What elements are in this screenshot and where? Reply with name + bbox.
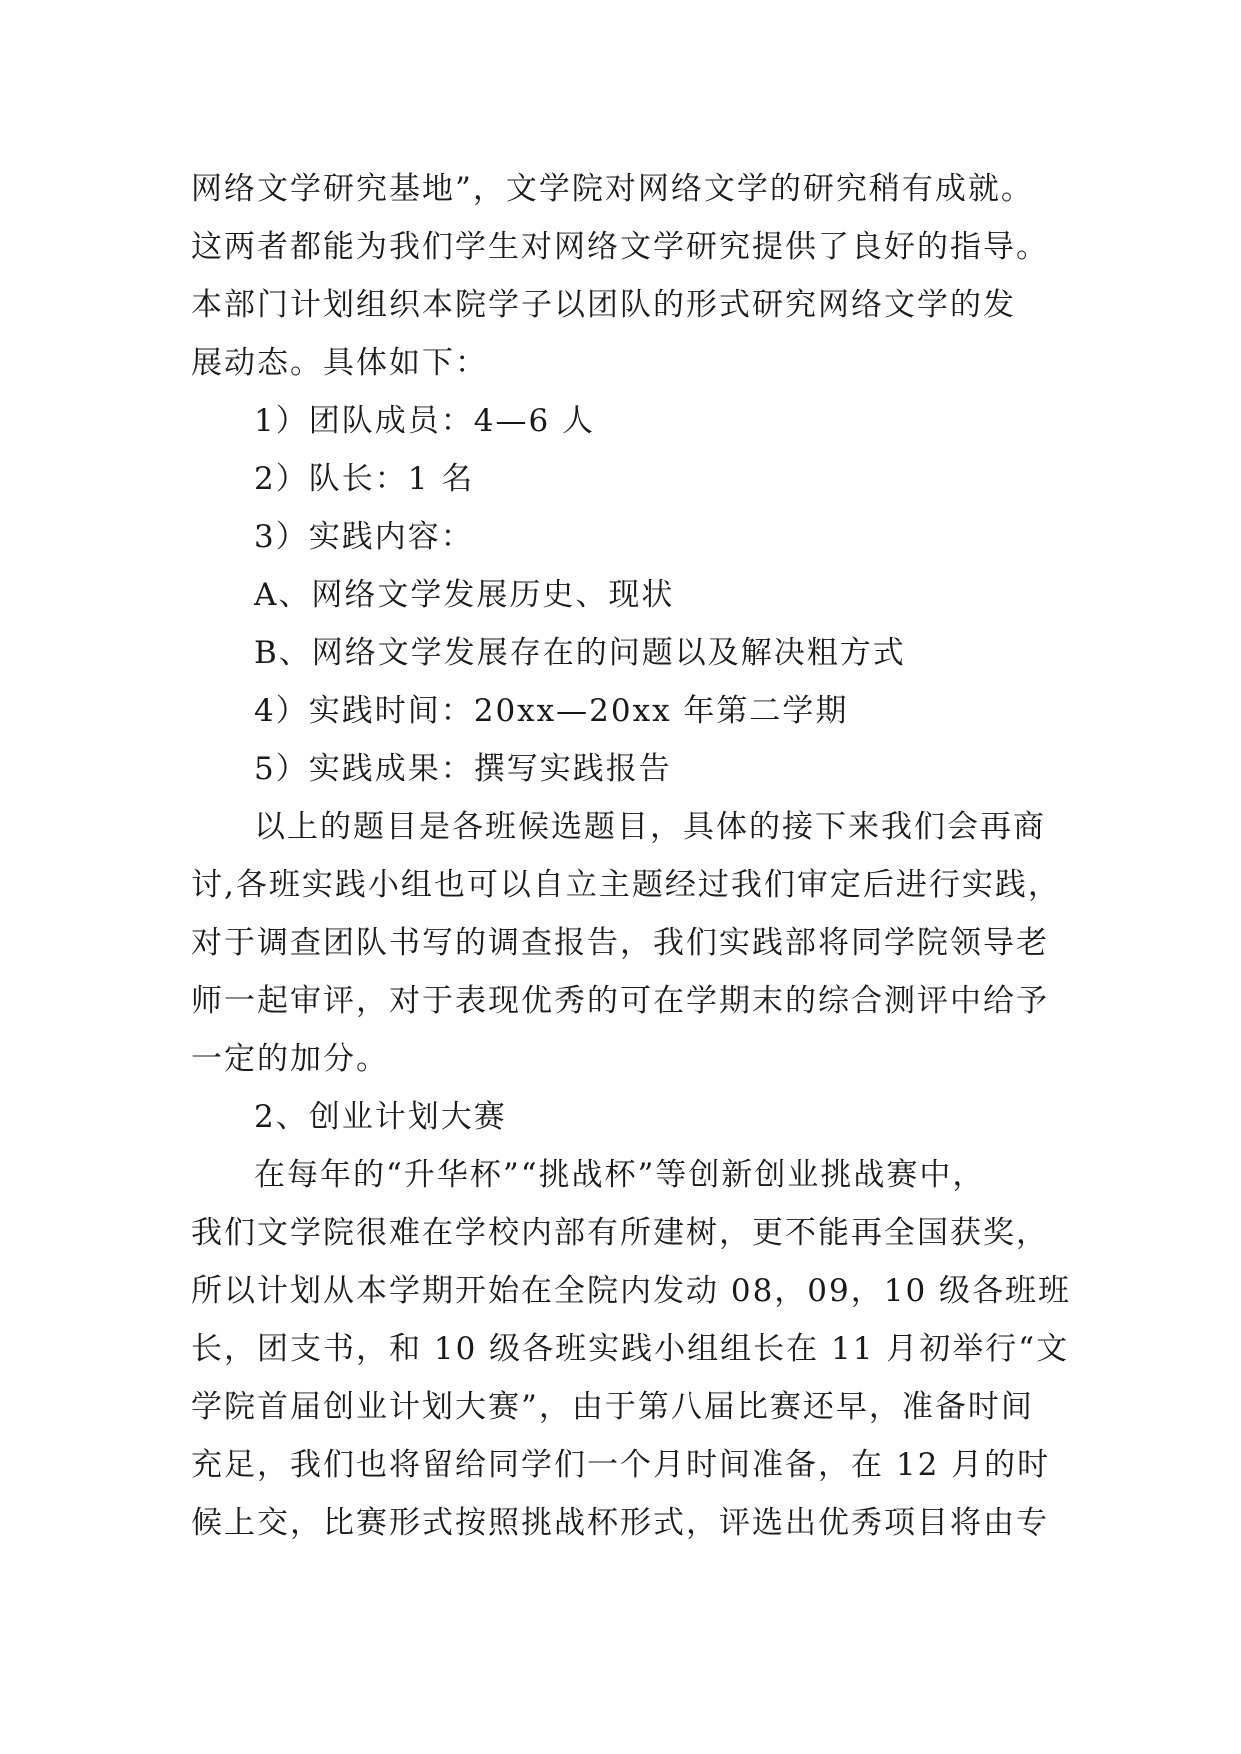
list-item: 4）实践时间：20xx—20xx 年第二学期: [254, 693, 849, 729]
text-line: 师一起审评，对于表现优秀的可在学期末的综合测评中给予: [191, 983, 1049, 1019]
text-line: 充足，我们也将留给同学们一个月时间准备，在 12 月的时: [191, 1447, 1051, 1483]
text-line: 对于调查团队书写的调查报告，我们实践部将同学院领导老: [191, 925, 1049, 961]
body-text: [191, 160, 1072, 1552]
text-line: 学院首届创业计划大赛”，由于第八届比赛还早，准备时间: [191, 1389, 1034, 1425]
text-line: 一定的加分。: [191, 1041, 389, 1077]
text-line: 讨,各班实践小组也可以自立主题经过我们审定后进行实践，: [191, 867, 1061, 903]
list-item: 2）队长：1 名: [254, 461, 475, 497]
text-line: 长，团支书，和 10 级各班实践小组组长在 11 月初举行“文: [191, 1331, 1070, 1367]
text-line: 展动态。具体如下：: [191, 345, 488, 381]
text-line: 所以计划从本学期开始在全院内发动 08，09，10 级各班班: [191, 1273, 1072, 1309]
text-line: 这两者都能为我们学生对网络文学研究提供了良好的指导。: [191, 229, 1049, 265]
text-line: 本部门计划组织本院学子以团队的形式研究网络文学的发: [191, 287, 1016, 323]
list-item: B、网络文学发展存在的问题以及解决粗方式: [254, 635, 906, 671]
paragraph-start: 以上的题目是各班候选题目，具体的接下来我们会再商: [254, 809, 1046, 845]
list-item: 5）实践成果：撰写实践报告: [254, 751, 672, 787]
text-line: 我们文学院很难在学校内部有所建树，更不能再全国获奖，: [191, 1215, 1049, 1251]
list-item: 3）实践内容：: [254, 519, 474, 555]
paragraph-start: 在每年的“升华杯”“挑战杯”等创新创业挑战赛中，: [254, 1157, 986, 1193]
text-line: 候上交，比赛形式按照挑战杯形式，评选出优秀项目将由专: [191, 1505, 1049, 1541]
list-item: A、网络文学发展历史、现状: [254, 577, 675, 613]
text-line: 网络文学研究基地”，文学院对网络文学的研究稍有成就。: [191, 171, 1034, 207]
list-item: 1）团队成员：4—6 人: [254, 403, 596, 439]
section-heading: 2、创业计划大赛: [254, 1099, 507, 1135]
